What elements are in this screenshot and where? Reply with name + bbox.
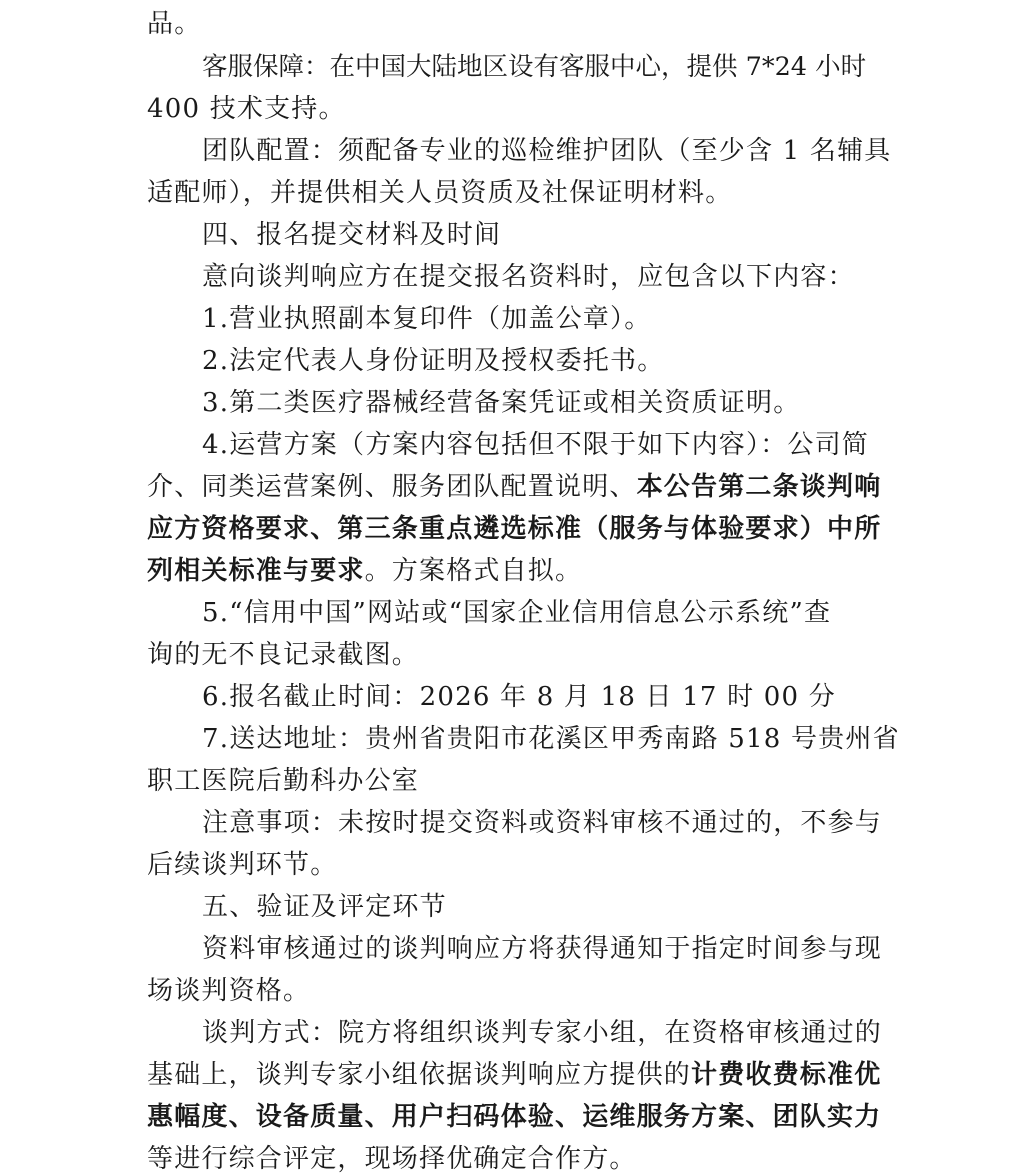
text-run: 介、同类运营案例、服务团队配置说明、	[147, 472, 637, 502]
section-heading: 四、报名提交材料及时间	[202, 220, 502, 250]
bold-text-line: 惠幅度、设备质量、用户扫码体验、运维服务方案、团队实力	[147, 1102, 882, 1132]
text-line: 场谈判资格。	[147, 976, 311, 1006]
text-line: 等进行综合评定，现场择优确定合作方。	[147, 1144, 637, 1174]
text-line: 品。	[147, 9, 202, 39]
list-item: 5.“信用中国”网站或“国家企业信用信息公示系统”查	[202, 598, 832, 628]
text-line: 资料审核通过的谈判响应方将获得通知于指定时间参与现	[202, 934, 883, 964]
bold-text-run: 本公告第二条谈判响	[636, 472, 882, 502]
text-line: 谈判方式：院方将组织谈判专家小组，在资格审核通过的	[202, 1018, 883, 1048]
bold-text-line: 应方资格要求、第三条重点遴选标准（服务与体验要求）中所	[147, 514, 882, 544]
text-line: 客服保障：在中国大陆地区设有客服中心，提供 7*24 小时	[202, 52, 867, 82]
text-line: 适配师），并提供相关人员资质及社保证明材料。	[147, 178, 733, 208]
text-line: 团队配置：须配备专业的巡检维护团队（至少含 1 名辅具	[202, 136, 892, 166]
text-run: 基础上，谈判专家小组依据谈判响应方提供的	[147, 1060, 692, 1090]
bold-text-run: 计费收费标准优	[691, 1060, 882, 1090]
section-heading: 五、验证及评定环节	[202, 892, 447, 922]
list-item: 2.法定代表人身份证明及授权委托书。	[202, 346, 665, 376]
list-item: 3.第二类医疗器械经营备案凭证或相关资质证明。	[202, 388, 801, 418]
text-line	[147, 556, 907, 586]
text-line	[147, 472, 907, 502]
text-run: 。方案格式自拟。	[364, 556, 583, 586]
text-line	[147, 1060, 907, 1090]
bold-text-run: 列相关标准与要求	[147, 556, 365, 586]
list-item: 7.送达地址：贵州省贵阳市花溪区甲秀南路 518 号贵州省	[202, 724, 900, 754]
text-line: 后续谈判环节。	[147, 850, 338, 880]
list-item: 1.营业执照副本复印件（加盖公章）。	[202, 304, 652, 334]
text-line: 注意事项：未按时提交资料或资料审核不通过的，不参与	[202, 808, 883, 838]
text-line: 400 技术支持。	[147, 94, 346, 124]
text-line: 职工医院后勤科办公室	[147, 766, 420, 796]
list-item: 6.报名截止时间：2026 年 8 月 18 日 17 时 00 分	[202, 682, 836, 712]
text-line: 询的无不良记录截图。	[147, 640, 420, 670]
list-item: 4.运营方案（方案内容包括但不限于如下内容）：公司简	[202, 430, 870, 460]
text-line: 意向谈判响应方在提交报名资料时，应包含以下内容：	[202, 262, 855, 292]
